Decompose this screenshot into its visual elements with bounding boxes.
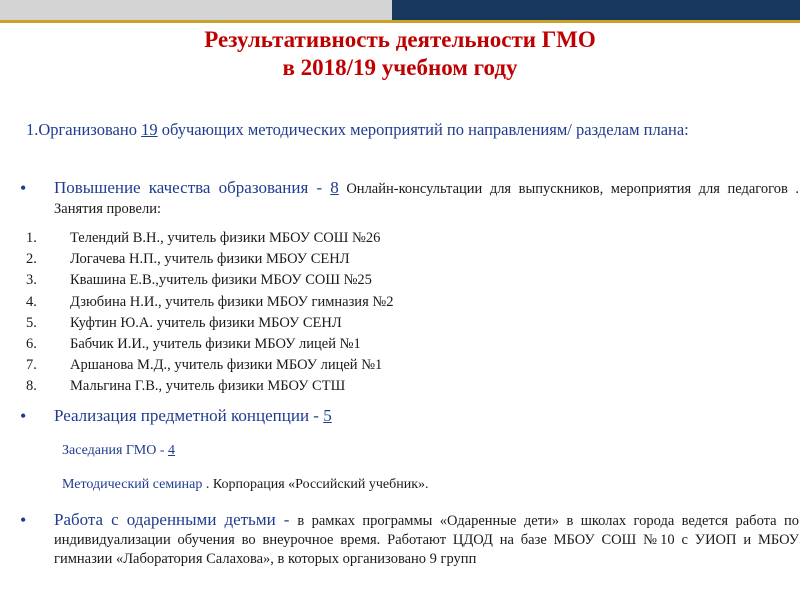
- teacher-list: [26, 228, 393, 398]
- list-item-number: 1.: [26, 230, 37, 246]
- meetings-count: 4: [168, 443, 176, 458]
- section-quality-lead: Повышение качества образования -: [54, 178, 331, 197]
- list-item-number: 7.: [26, 357, 37, 374]
- list-item-number: 5.: [26, 314, 37, 331]
- section-quality-text: [54, 178, 799, 219]
- list-item: [26, 313, 393, 334]
- header-gold-line: [0, 20, 800, 23]
- section-quality-body: Онлайн-консультации для выпускников, мероприятия для педагогов . Занятия провели:: [54, 181, 799, 217]
- intro-count: 19: [141, 120, 158, 139]
- list-item: [26, 228, 393, 249]
- intro-paragraph: [26, 120, 776, 140]
- bullet-icon: •: [20, 178, 27, 198]
- intro-suffix: обучающих методических мероприятий по направлениям/ разделам плана:: [157, 120, 689, 139]
- list-item-text: Логачева Н.П., учитель физики МБОУ СЕНЛ: [70, 251, 350, 268]
- title-line-1: Результативность деятельности ГМО: [204, 27, 596, 52]
- seminar-line: [62, 476, 429, 494]
- list-item-text: Аршанова М.Д., учитель физики МБОУ лицей №1: [70, 357, 383, 374]
- section-gifted-body: в рамках программы «Одаренные дети» в школах города ведется работа по индивидуализации обучения во внеурочное время. Работают ЦДОД на базе МБОУ СОШ №10 с УИОП и МБОУ гимназии «Лаборатория Салахова», в которых организовано 9 групп: [54, 513, 799, 567]
- list-item: [26, 270, 393, 291]
- list-item-number: 8.: [26, 378, 37, 395]
- seminar-lead: Методический семинар: [62, 477, 203, 492]
- header-bar-navy: [392, 0, 800, 20]
- list-item: [26, 334, 393, 355]
- list-item-number: 4.: [26, 293, 37, 310]
- list-item: [26, 292, 393, 313]
- list-item-text: Телендий В.Н., учитель физики МБОУ СОШ №26: [70, 230, 381, 246]
- list-item-text: Куфтин Ю.А. учитель физики МБОУ СЕНЛ: [70, 314, 342, 331]
- list-item-text: Квашина Е.В.,учитель физики МБОУ СОШ №25: [70, 272, 372, 289]
- list-item-number: 2.: [26, 251, 37, 268]
- section-quality-count: 8: [330, 178, 339, 197]
- section-gifted-text: [54, 510, 799, 569]
- bullet-icon: •: [20, 510, 27, 530]
- seminar-text: . Корпорация «Российский учебник».: [202, 477, 429, 492]
- title-line-2: в 2018/19 учебном году: [282, 55, 518, 80]
- list-item-text: Бабчик И.И., учитель физики МБОУ лицей №1: [70, 336, 361, 353]
- intro-prefix: 1.Организовано: [26, 120, 142, 139]
- section-concept-text: [54, 406, 799, 426]
- section-concept-count: 5: [323, 406, 332, 425]
- bullet-icon: •: [20, 406, 27, 426]
- list-item-number: 3.: [26, 272, 37, 289]
- section-concept-lead: Реализация предметной концепции -: [54, 406, 324, 425]
- meetings-lead: Заседания ГМО -: [62, 443, 169, 458]
- header-decoration: [0, 0, 800, 20]
- list-item-text: Дзюбина Н.И., учитель физики МБОУ гимназия №2: [70, 293, 394, 310]
- header-bar-grey: [0, 0, 392, 20]
- list-item: [26, 376, 393, 397]
- meetings-line: [62, 442, 175, 460]
- section-gifted-lead: Работа с одаренными детьми -: [54, 510, 298, 529]
- list-item-text: Мальгина Г.В., учитель физики МБОУ СТШ: [70, 378, 346, 395]
- list-item: [26, 249, 393, 270]
- list-item-number: 6.: [26, 336, 37, 353]
- slide-title: [0, 26, 800, 82]
- list-item: [26, 355, 393, 376]
